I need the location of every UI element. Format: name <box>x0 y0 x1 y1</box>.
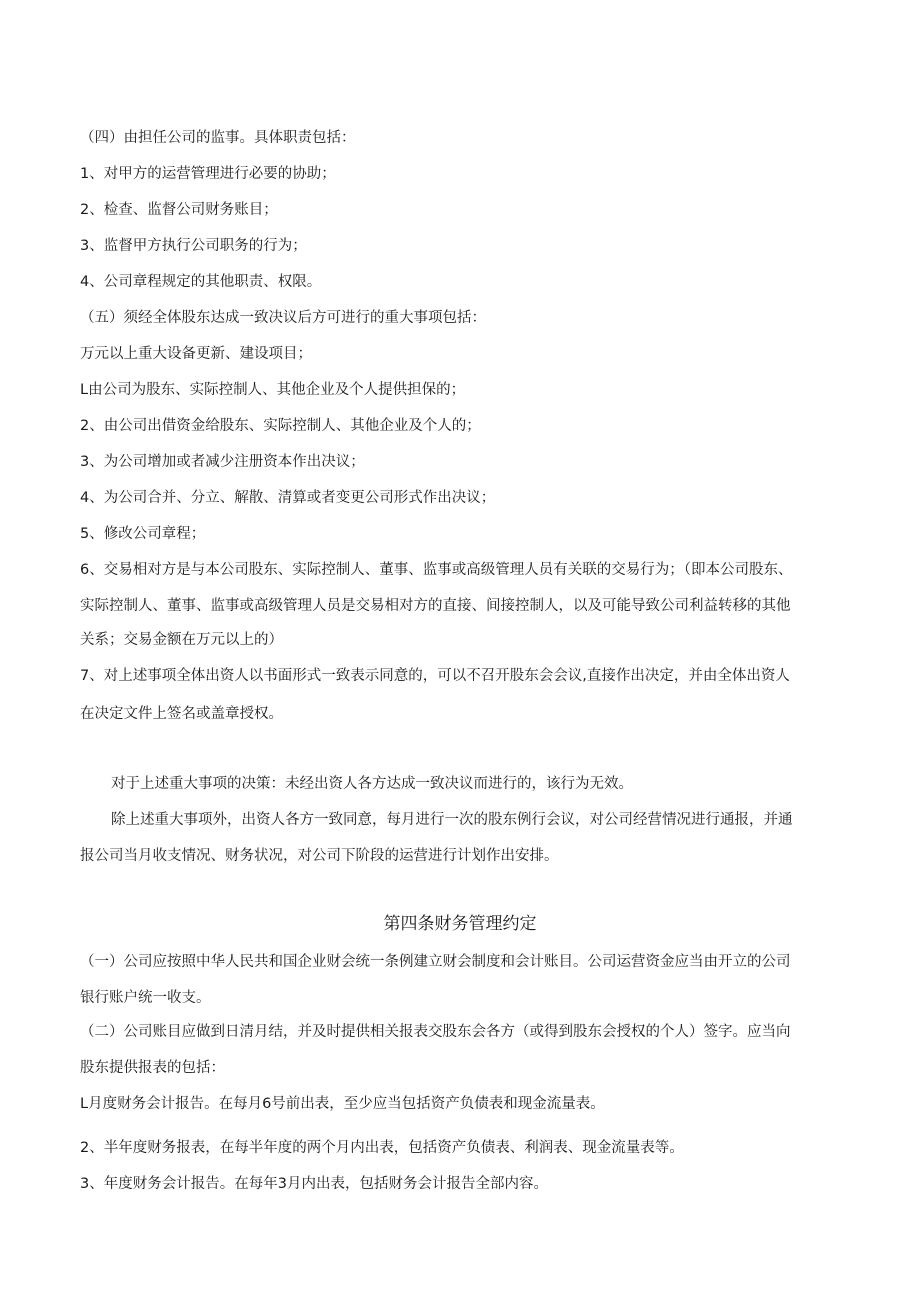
item4-title: （四）由担任公司的监事。具体职责包括： <box>80 130 356 146</box>
item5-matter-5: 5、修改公司章程； <box>80 526 206 542</box>
finance-para-1-line-1: （一）公司应按照中华人民共和国企业财会统一条例建立财会制度和会计账目。公司运营资金应当由开立的公司 <box>80 954 791 970</box>
finance-para-1-line-2: 银行账户统一收支。 <box>80 990 211 1006</box>
item5-matter-6-line-1: 6、交易相对方是与本公司股东、实际控制人、董事、监事或高级管理人员有关联的交易行为；（即本公司股东、 <box>80 562 793 578</box>
item5-matter-4: 4、为公司合并、分立、解散、清算或者变更公司形式作出决议； <box>80 490 496 506</box>
item4-duty-3: 3、监督甲方执行公司职务的行为； <box>80 238 307 254</box>
item4-duty-1: 1、对甲方的运营管理进行必要的协助； <box>80 166 336 182</box>
item5-matter-6-line-2: 实际控制人、董事、监事或高级管理人员是交易相对方的直接、间接控制人，以及可能导致公司利益转移的其他 <box>80 598 791 614</box>
regular-meeting-line-2: 报公司当月收支情况、财务状况，对公司下阶段的运营进行计划作出安排。 <box>80 848 559 864</box>
item5-matter-3: 3、为公司增加或者减少注册资本作出决议； <box>80 454 365 470</box>
section-heading: 第四条财务管理约定 <box>383 914 537 934</box>
item5-matter-6-line-3: 关系；交易金额在万元以上的） <box>80 632 283 648</box>
invalid-decision-note: 对于上述重大事项的决策：未经出资人各方达成一致决议而进行的，该行为无效。 <box>111 776 633 792</box>
finance-para-2-line-2: 股东提供报表的包括： <box>80 1060 225 1076</box>
regular-meeting-line-1: 除上述重大事项外，出资人各方一致同意，每月进行一次的股东例行会议，对公司经营情况进行通报，并通 <box>111 812 793 828</box>
item5-matter-equipment: 万元以上重大设备更新、建设项目； <box>80 346 312 362</box>
item5-matter-7-line-1: 7、对上述事项全体出资人以书面形式一致表示同意的，可以不召开股东会会议,直接作出决定，并由全体出资人 <box>80 668 790 684</box>
item5-title: （五）须经全体股东达成一致决议后方可进行的重大事项包括： <box>80 310 486 326</box>
item5-matter-7-line-2: 在决定文件上签名或盖章授权。 <box>80 706 283 722</box>
report-annual: 3、年度财务会计报告。在每年3月内出表，包括财务会计报告全部内容。 <box>80 1176 548 1192</box>
item5-matter-2: 2、由公司出借资金给股东、实际控制人、其他企业及个人的； <box>80 418 481 434</box>
item5-matter-1: L由公司为股东、实际控制人、其他企业及个人提供担保的； <box>80 382 466 398</box>
report-monthly: L月度财务会计报告。在每月6号前出表，至少应当包括资产负债表和现金流量表。 <box>80 1096 605 1112</box>
item4-duty-4: 4、公司章程规定的其他职责、权限。 <box>80 274 322 290</box>
finance-para-2-line-1: （二）公司账目应做到日清月结，并及时提供相关报表交股东会各方（或得到股东会授权的个人）签字。应当向 <box>80 1024 791 1040</box>
report-half-year: 2、半年度财务报表，在每半年度的两个月内出表，包括资产负债表、利润表、现金流量表等。 <box>80 1140 684 1156</box>
item4-duty-2: 2、检查、监督公司财务账目； <box>80 202 278 218</box>
